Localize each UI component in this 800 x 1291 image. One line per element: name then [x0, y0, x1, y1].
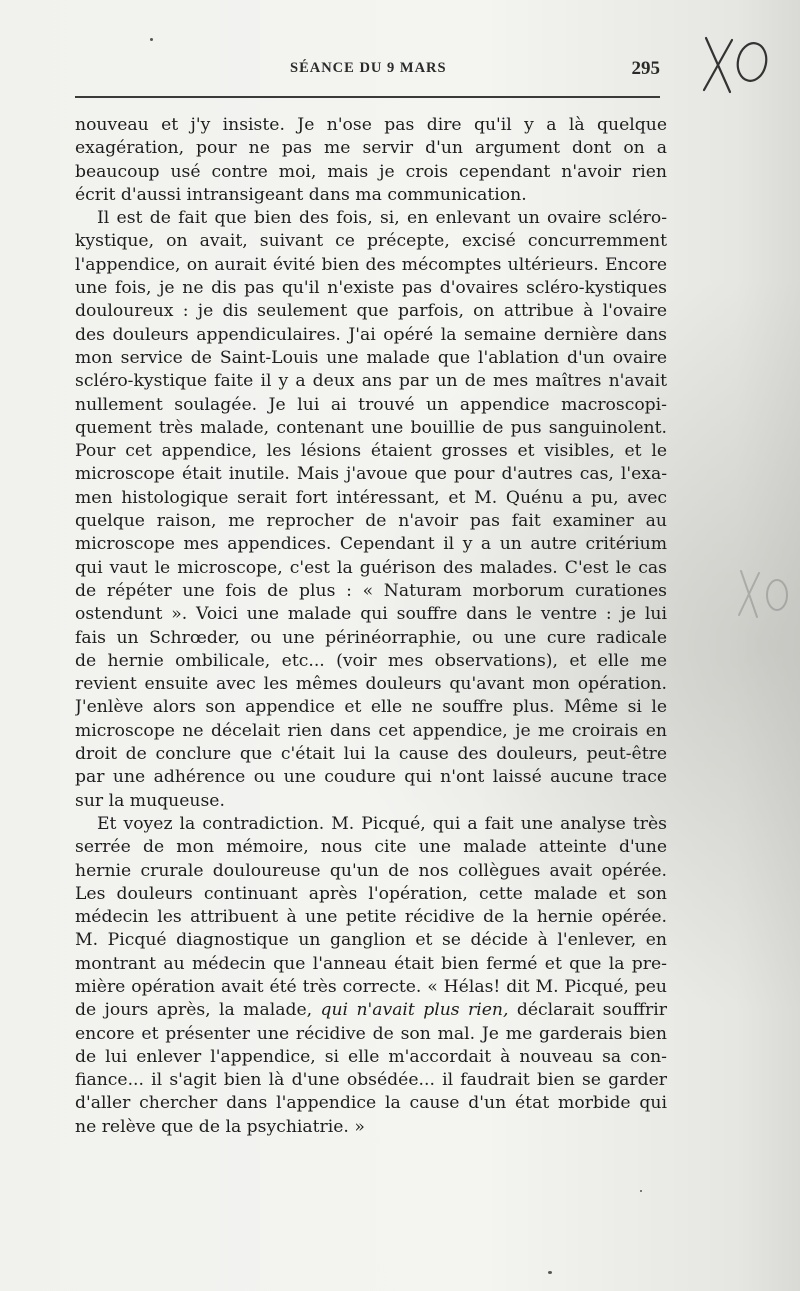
text-line: quement très malade, contenant une bouillie de pus sanguinolent. [75, 417, 667, 438]
text-line: par une adhérence ou une coudure qui n'ont laissé aucune trace [75, 767, 667, 788]
text-line: revient ensuite avec les mêmes douleurs qu'avant mon opération. [75, 674, 667, 695]
text-line: Pour cet appendice, les lésions étaient grosses et visibles, et le [75, 441, 667, 462]
text-line: nouveau et j'y insiste. Je n'ose pas dire qu'il y a là quelque [75, 115, 667, 135]
handwritten-mark-icon [700, 30, 780, 100]
header-rule [75, 96, 660, 98]
text-line: beaucoup usé contre moi, mais je crois cependant n'avoir rien [75, 161, 667, 182]
text-line: une fois, je ne dis pas qu'il n'existe pas d'ovaires scléro-kystiques [75, 278, 667, 299]
text-line: mière opération avait été très correcte. « Hélas! dit M. Picqué, peu [75, 976, 667, 997]
text-line: montrant au médecin que l'anneau était bien fermé et que la pre- [75, 953, 667, 974]
text-line: Et voyez la contradiction. M. Picqué, qui a fait une analyse très [97, 813, 667, 834]
text-line: microscope était inutile. Mais j'avoue que pour d'autres cas, l'exa- [75, 464, 667, 485]
text-line: M. Picqué diagnostique un ganglion et se décide à l'enlever, en [75, 930, 667, 951]
text-line: médecin les attribuent à une petite récidive de la hernie opérée. [75, 907, 667, 928]
text-line: fais un Schrœder, ou une périnéorraphie, ou une cure radicale [75, 627, 667, 648]
text-line: douloureux : je dis seulement que parfois, on attribue à l'ovaire [75, 301, 667, 322]
text-line: nullement soulagée. Je lui ai trouvé un appendice macroscopi- [75, 394, 667, 415]
text-line: kystique, on avait, suivant ce précepte, excisé concurremment [75, 231, 667, 252]
text-segment: déclarait souffrir [516, 1000, 667, 1021]
text-line: quelque raison, me reprocher de n'avoir pas fait examiner au [75, 511, 667, 532]
text-line: Il est de fait que bien des fois, si, en enlevant un ovaire scléro- [97, 208, 667, 229]
running-title: SÉANCE DU 9 MARS [290, 60, 447, 76]
text-line: de répéter une fois de plus : « Naturam morborum curationes [75, 580, 667, 601]
paper-speck [548, 1271, 552, 1274]
text-line: écrit d'aussi intransigeant dans ma communication. [75, 184, 527, 205]
text-line: sur la muqueuse. [75, 790, 225, 811]
text-line: exagération, pour ne pas me servir d'un argument dont on a [75, 138, 667, 159]
text-line: microscope ne décelait rien dans cet appendice, je me croirais en [75, 720, 667, 741]
text-line: droit de conclure que c'était lui la cause des douleurs, peut-être [75, 744, 667, 765]
text-line: encore et présenter une récidive de son mal. Je me garderais bien [75, 1023, 667, 1044]
text-line: mon service de Saint-Louis une malade que l'ablation d'un ovaire [75, 347, 667, 368]
text-segment: de jours après, la malade, [75, 1000, 313, 1021]
text-line: Les douleurs continuant après l'opération, cette malade et son [75, 883, 667, 904]
text-line: de hernie ombilicale, etc... (voir mes observations), et elle me [75, 650, 667, 671]
text-line: men histologique serait fort intéressant, et M. Quénu a pu, avec [75, 487, 667, 508]
body-text [75, 114, 667, 1139]
page-number: 295 [631, 58, 660, 79]
paper-speck [150, 38, 153, 41]
text-line: fiance... il s'agit bien là d'une obsédée... il faudrait bien se garder [75, 1070, 667, 1091]
text-line: l'appendice, on aurait évité bien des mécomptes ultérieurs. Encore [75, 254, 667, 275]
text-line: de lui enlever l'appendice, si elle m'accordait à nouveau sa con- [75, 1046, 667, 1067]
text-line: qui vaut le microscope, c'est la guérison des malades. C'est le cas [75, 557, 667, 578]
running-head [75, 58, 660, 82]
text-line-mixed [75, 999, 667, 1022]
bleed-through-mark-icon [735, 565, 795, 625]
text-line: ne relève que de la psychiatrie. » [75, 1116, 365, 1137]
text-line: ostendunt ». Voici une malade qui souffre dans le ventre : je lui [75, 604, 667, 625]
italic-quote: qui n'avait plus rien, [320, 1000, 509, 1021]
text-line: hernie crurale douloureuse qu'un de nos collègues avait opérée. [75, 860, 667, 881]
text-line: J'enlève alors son appendice et elle ne souffre plus. Même si le [75, 697, 667, 718]
text-line: scléro-kystique faite il y a deux ans par un de mes maîtres n'avait [75, 371, 667, 392]
paper-speck [640, 1190, 642, 1192]
text-line: microscope mes appendices. Cependant il y a un autre critérium [75, 534, 667, 555]
text-line: serrée de mon mémoire, nous cite une malade atteinte d'une [75, 837, 667, 858]
text-line: d'aller chercher dans l'appendice la cause d'un état morbide qui [75, 1093, 667, 1114]
text-line: des douleurs appendiculaires. J'ai opéré la semaine dernière dans [75, 324, 667, 345]
